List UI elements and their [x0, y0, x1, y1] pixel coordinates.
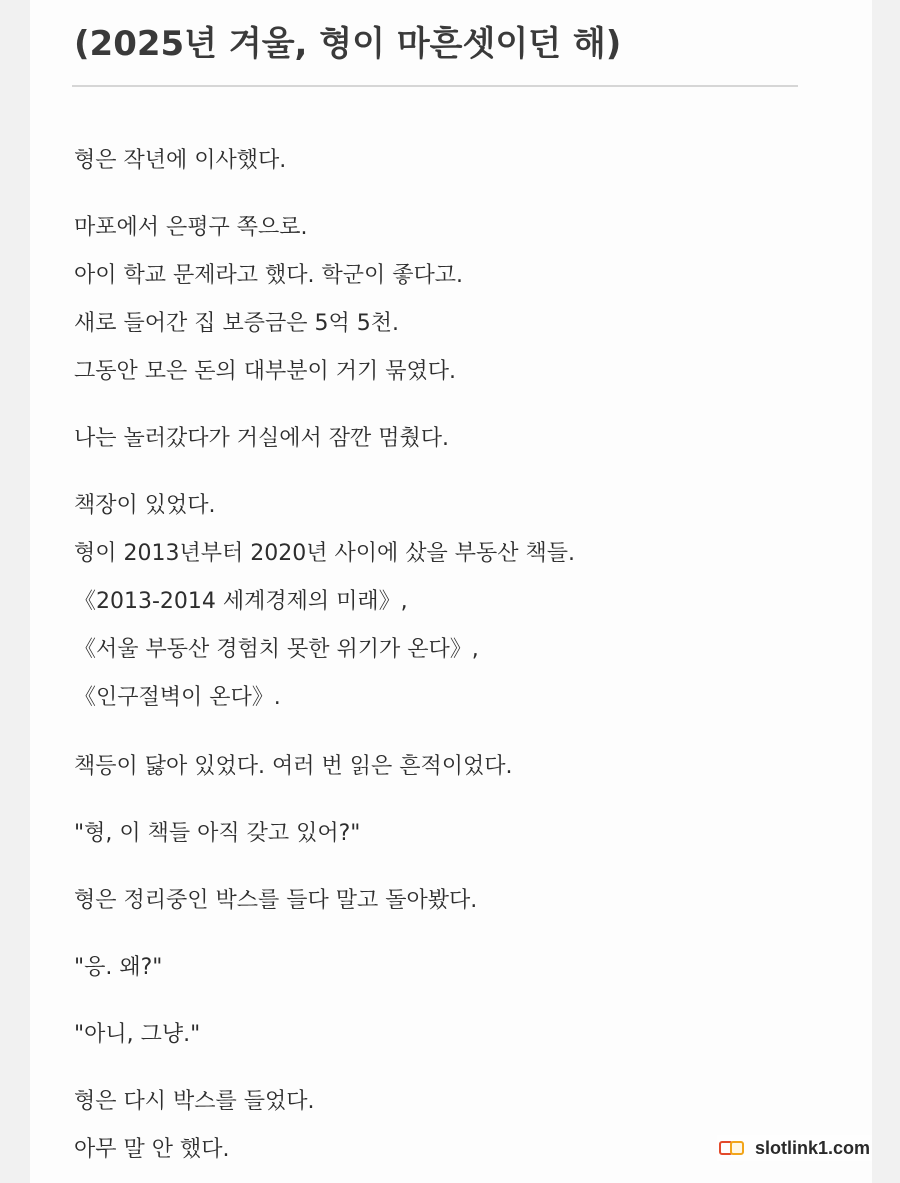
story-line: 책등이 닳아 있었다. 여러 번 읽은 흔적이었다. — [74, 754, 513, 779]
story-line: 형은 작년에 이사했다. — [74, 148, 287, 173]
book-title-line: 《서울 부동산 경험치 못한 위기가 온다》, — [74, 637, 479, 662]
story-line: 아이 학교 문제라고 했다. 학군이 좋다고. — [74, 263, 463, 288]
slotlink-logo-icon — [719, 1139, 749, 1157]
story-line: 책장이 있었다. — [74, 493, 216, 518]
dialogue-line: "응. 왜?" — [74, 955, 163, 980]
book-title-line: 《2013-2014 세계경제의 미래》, — [74, 589, 408, 614]
story-line: 마포에서 은평구 쪽으로. — [74, 215, 308, 240]
article-title: (2025년 겨울, 형이 마흔셋이던 해) — [74, 24, 622, 64]
book-title-line: 《인구절벽이 온다》. — [74, 685, 281, 710]
story-line: 그동안 모은 돈의 대부분이 거기 묶였다. — [74, 359, 456, 384]
title-divider — [72, 85, 798, 87]
story-line: 형은 다시 박스를 들었다. — [74, 1089, 315, 1114]
story-line: 나는 놀러갔다가 거실에서 잠깐 멈췄다. — [74, 426, 449, 451]
story-line: 형이 2013년부터 2020년 사이에 샀을 부동산 책들. — [74, 541, 575, 566]
watermark-text: slotlink1.com — [754, 1137, 870, 1158]
dialogue-line: "형, 이 책들 아직 갖고 있어?" — [74, 821, 361, 846]
story-line: 아무 말 안 했다. — [74, 1137, 230, 1162]
story-line: 형은 정리중인 박스를 들다 말고 돌아봤다. — [74, 888, 478, 913]
dialogue-line: "아니, 그냥." — [74, 1022, 201, 1047]
site-watermark — [717, 1135, 872, 1161]
story-line: 새로 들어간 집 보증금은 5억 5천. — [74, 311, 399, 336]
